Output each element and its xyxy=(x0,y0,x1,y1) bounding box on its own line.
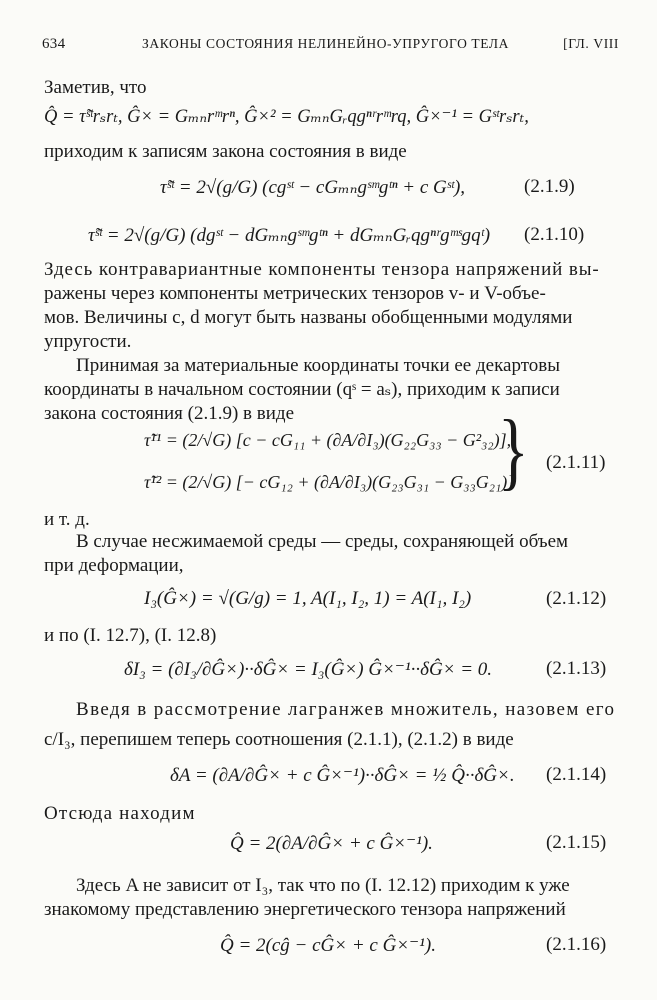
text-line: приходим к записям закона состояния в виде xyxy=(44,141,407,162)
equation-number: (2.1.13) xyxy=(546,658,607,679)
equation-definitions: Q̂ = τ̃ˢᵗrₛrₜ, Ĝ× = Gₘₙrᵐrⁿ, Ĝ×² = GₘₙGᵣqgⁿʳrᵐrq, Ĝ×⁻¹ = Gˢᵗrₛrₜ, xyxy=(44,107,529,127)
chapter-label: [ГЛ. VIII xyxy=(563,36,619,51)
paragraph-line: закона состояния (2.1.9) в виде xyxy=(44,403,295,424)
equation-number: (2.1.15) xyxy=(546,832,607,853)
equation-number: (2.1.14) xyxy=(546,764,607,785)
paragraph-line: Здесь контравариантные компоненты тензора напряжений вы- xyxy=(44,259,600,280)
page-number: 634 xyxy=(42,36,66,52)
paragraph-line: координаты в начальном состоянии (qˢ = aₛ), приходим к записи xyxy=(44,379,560,400)
equation-2-1-16: Q̂ = 2(cĝ − cĜ× + c Ĝ×⁻¹). xyxy=(220,935,436,956)
text-line: Заметив, что xyxy=(44,77,147,98)
paragraph-line: Введя в рассмотрение лагранжев множитель, назовем его xyxy=(76,699,616,720)
equation-number: (2.1.16) xyxy=(546,934,607,955)
equation-2-1-9: τ̃ˢᵗ = 2√(g/G) (cgˢᵗ − cGₘₙgˢᵐgᵗⁿ + c Gˢᵗ), xyxy=(160,177,466,198)
equation-number: (2.1.12) xyxy=(546,588,607,609)
equation-2-1-10: τ̃ˢᵗ = 2√(g/G) (dgˢᵗ − dGₘₙgˢᵐgᵗⁿ + dGₘₙGᵣqgⁿʳgᵐˢgqᵗ) xyxy=(88,225,491,246)
paragraph-line: ражены через компоненты метрических тензоров v- и V-объе- xyxy=(44,283,546,304)
paragraph-line: знакомому представлению энергетического тензора напряжений xyxy=(44,899,566,920)
running-title: ЗАКОНЫ СОСТОЯНИЯ НЕЛИНЕЙНО-УПРУГОГО ТЕЛА xyxy=(142,36,510,51)
equation-2-1-12: I₃(Ĝ×) = √(G/g) = 1, A(I₁, I₂, 1) = A(I₁, I₂) xyxy=(144,588,472,609)
paragraph-line: Здесь A не зависит от I₃, так что по (I. 12.12) приходим к уже xyxy=(76,875,570,896)
text-line: и по (I. 12.7), (I. 12.8) xyxy=(44,625,217,646)
equation-number: (2.1.11) xyxy=(546,452,606,473)
paragraph-line: упругости. xyxy=(44,331,132,352)
page-header xyxy=(42,36,619,58)
paragraph-line: c/I₃, перепишем теперь соотношения (2.1.1), (2.1.2) в виде xyxy=(44,729,514,750)
paragraph-line: Принимая за материальные координаты точки ее декартовы xyxy=(76,355,561,376)
equation-number: (2.1.10) xyxy=(524,224,585,245)
equation-2-1-14: δA = (∂A/∂Ĝ× + c Ĝ×⁻¹)··δĜ× = ½ Q̂··δĜ×. xyxy=(170,765,515,786)
paragraph-line: при деформации, xyxy=(44,555,184,576)
paragraph-line: мов. Величины c, d могут быть названы обобщенными модулями xyxy=(44,307,573,328)
equation-2-1-15: Q̂ = 2(∂A/∂Ĝ× + c Ĝ×⁻¹). xyxy=(230,833,433,854)
equation-2-1-13: δI₃ = (∂I₃/∂Ĝ×)··δĜ× = I₃(Ĝ×) Ĝ×⁻¹··δĜ× = 0. xyxy=(124,659,493,680)
right-brace: } xyxy=(498,402,529,499)
text-line: Отсюда находим xyxy=(44,803,196,824)
text-line: и т. д. xyxy=(44,509,90,530)
paragraph-line: В случае несжимаемой среды — среды, сохраняющей объем xyxy=(76,531,569,552)
equation-2-1-11-b: τ̃¹² = (2/√G) [− cG₁₂ + (∂A/∂I₃)(G₂₃G₃₁ − G₃₃G₂₁)] xyxy=(144,472,515,492)
equation-number: (2.1.9) xyxy=(524,176,575,197)
equation-2-1-11-a: τ̃¹¹ = (2/√G) [c − cG₁₁ + (∂A/∂I₃)(G₂₂G₃₃ − G²₃₂)], xyxy=(144,430,512,450)
